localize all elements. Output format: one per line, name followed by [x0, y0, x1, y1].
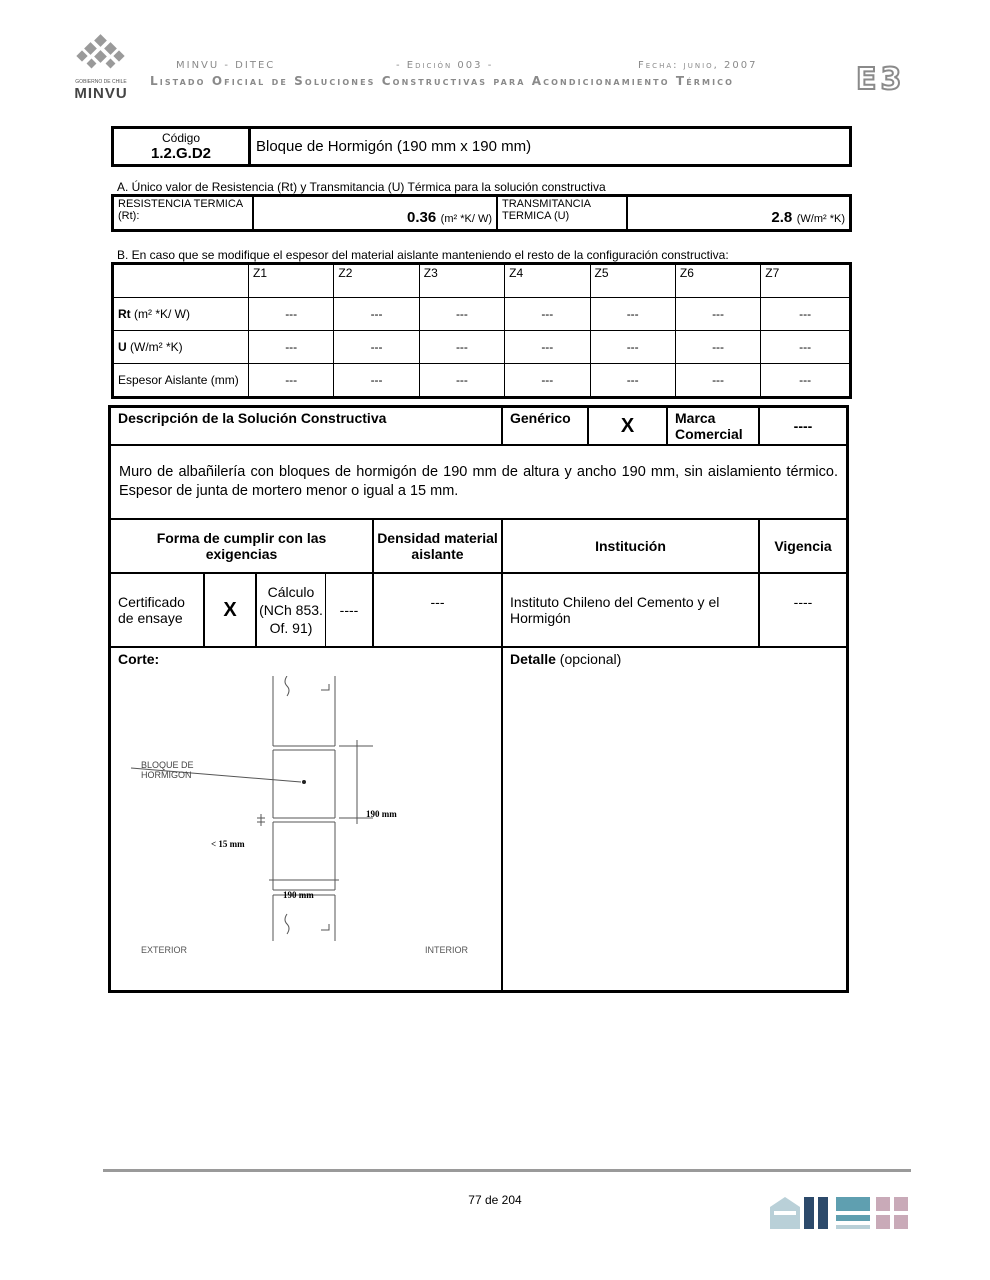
u-unit: (W/m² *K) — [796, 213, 845, 225]
table-row — [113, 331, 851, 364]
zone-header: Z3 — [419, 264, 504, 298]
detail-cell — [502, 647, 848, 991]
table-cell: --- — [249, 298, 334, 331]
row-label: Rt (m² *K/ W) — [113, 298, 249, 331]
institution-header: Institución — [502, 519, 759, 573]
validity-value: ---- — [759, 573, 848, 647]
institution-value: Instituto Chileno del Cemento y el Hormigón — [502, 573, 759, 647]
code-label: Código — [161, 131, 201, 145]
footer-logo-icon — [770, 1197, 910, 1229]
table-row — [113, 364, 851, 398]
minvu-logo — [70, 34, 132, 102]
table-cell: --- — [505, 331, 590, 364]
zone-header: Z6 — [675, 264, 760, 298]
section-b-table — [111, 262, 852, 399]
solution-name: Bloque de Hormigón (190 mm x 190 mm) — [250, 128, 851, 166]
code-cell — [113, 128, 250, 166]
section-a-caption: A. Único valor de Resistencia (Rt) y Transmitancia (U) Térmica para la solución constructiva — [117, 180, 606, 194]
table-cell: --- — [419, 298, 504, 331]
generic-mark: X — [588, 407, 667, 446]
table-cell: --- — [675, 298, 760, 331]
zone-header-row — [113, 264, 851, 298]
page-number: 77 de 204 — [468, 1193, 522, 1207]
brand-label: Marca Comercial — [667, 407, 759, 446]
table-cell: --- — [419, 331, 504, 364]
header-date: Fecha: junio, 2007 — [638, 60, 758, 71]
calc-label: Cálculo (NCh 853. Of. 91) — [257, 574, 326, 646]
wall-section-drawing — [111, 676, 481, 976]
cert-mark: X — [204, 573, 256, 647]
header-edition: - Edición 003 - — [396, 60, 494, 71]
logo-mark-icon — [70, 34, 132, 74]
description-title: Descripción de la Solución Constructiva — [110, 407, 503, 446]
row-label: U (W/m² *K) — [113, 331, 249, 364]
footer-rule — [103, 1169, 911, 1172]
zone-header: Z5 — [590, 264, 675, 298]
table-cell: --- — [334, 331, 419, 364]
table-cell: --- — [761, 364, 851, 398]
u-value: 2.8 — [771, 209, 793, 226]
detail-optional: (opcional) — [555, 651, 622, 667]
table-cell: --- — [590, 364, 675, 398]
density-header: Densidad material aislante — [373, 519, 502, 573]
row-label: Espesor Aislante (mm) — [113, 364, 249, 398]
zone-header: Z4 — [505, 264, 590, 298]
rt-value-cell — [253, 196, 497, 231]
table-cell: --- — [590, 298, 675, 331]
logo-subtext: GOBIERNO DE CHILE — [75, 79, 127, 85]
code-value: 1.2.G.D2 — [150, 145, 212, 162]
header-title: Listado Oficial de Soluciones Constructivas para Acondicionamiento Térmico — [150, 74, 735, 88]
validity-header: Vigencia — [759, 519, 848, 573]
table-cell: --- — [675, 364, 760, 398]
zone-header: Z2 — [334, 264, 419, 298]
leader-dot — [302, 780, 306, 784]
rt-unit: (m² *K/ W) — [440, 213, 492, 225]
description-text: Muro de albañilería con bloques de hormigón de 190 mm de altura y ancho 190 mm, sin aislamiento térmico. Espesor de junta de mortero menor o igual a 15 mm. — [110, 445, 848, 519]
width-dimension: 190 mm — [283, 890, 314, 900]
generic-label: Genérico — [502, 407, 588, 446]
height-dimension: 190 mm — [366, 809, 397, 819]
table-cell: --- — [419, 364, 504, 398]
joint-dimension: < 15 mm — [211, 839, 245, 849]
table-cell: --- — [675, 331, 760, 364]
table-cell: --- — [249, 331, 334, 364]
table-cell: --- — [249, 364, 334, 398]
table-cell: --- — [761, 331, 851, 364]
section-label: Corte: — [118, 651, 160, 667]
cert-label: Certificado de ensaye — [110, 573, 205, 647]
exterior-label: EXTERIOR — [141, 945, 188, 955]
density-value: --- — [373, 573, 502, 647]
interior-label: INTERIOR — [425, 945, 469, 955]
code-table — [111, 126, 852, 167]
rt-value: 0.36 — [407, 209, 437, 226]
calc-cell — [256, 573, 373, 647]
table-cell: --- — [590, 331, 675, 364]
detail-label: Detalle — [510, 651, 556, 667]
section-cell — [110, 647, 503, 991]
table-cell: --- — [505, 364, 590, 398]
logo-text: MINVU — [74, 85, 128, 102]
table-row — [113, 298, 851, 331]
section-b-caption: B. En caso que se modifique el espesor del material aislante manteniendo el resto de la configuración constructiva: — [117, 248, 729, 262]
description-table — [108, 405, 849, 993]
calc-value: ---- — [339, 602, 359, 618]
u-label: TRANSMITANCIA TERMICA (U) — [497, 196, 627, 231]
header-org: MINVU - DITEC — [176, 60, 276, 71]
table-cell: --- — [505, 298, 590, 331]
compliance-header: Forma de cumplir con las exigencias — [110, 519, 374, 573]
table-cell: --- — [761, 298, 851, 331]
section-code: E3 — [856, 62, 906, 97]
zone-header: Z7 — [761, 264, 851, 298]
brand-value: ---- — [759, 407, 848, 446]
u-value-cell — [627, 196, 851, 231]
block-label: BLOQUE DE HORMIGON — [141, 760, 194, 780]
table-cell: --- — [334, 364, 419, 398]
zone-header: Z1 — [249, 264, 334, 298]
table-cell: --- — [334, 298, 419, 331]
rt-label: RESISTENCIA TERMICA (Rt): — [113, 196, 254, 231]
section-a-table — [111, 194, 852, 232]
